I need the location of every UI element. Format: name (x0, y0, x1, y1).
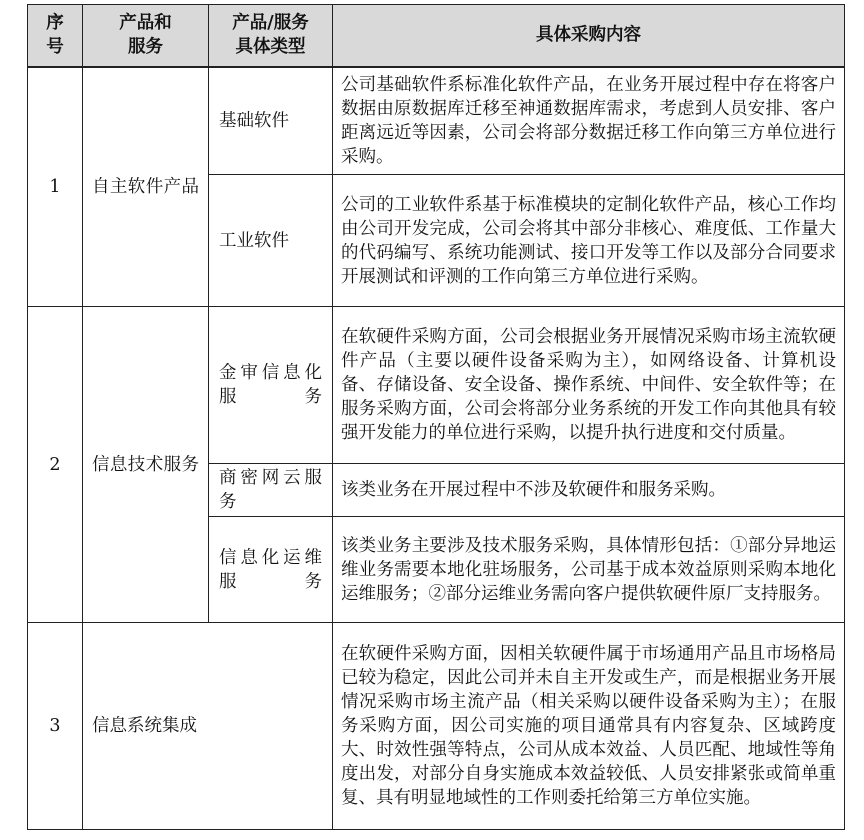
content-cell: 在软硬件采购方面，公司会根据业务开展情况采购市场主流软硬件产品（主要以硬件设备采购为主），如网络设备、计算机设备、存储设备、安全设备、操作系统、中间件、安全软件等；在服务采购方面，公司会将部分业务系统的开发工作向其他具有较强开发能力的单位进行采购，以提升执行进度和交付质量。 (333, 307, 845, 464)
type-cell: 金审信息化服务 (209, 307, 333, 464)
header-product: 产品和 服务 (83, 5, 209, 67)
content-cell: 在软硬件采购方面，因相关软硬件属于市场通用产品且市场格局已较为稳定，因此公司并未自主开发或生产，而是根据业务开展情况采购市场主流产品（相关采购以硬件设备采购为主）；在服务采购方面，因公司实施的项目通常具有内容复杂、区域跨度大、时效性强等特点，公司从成本效益、人员匹配、地域性等角度出发，对部分自身实施成本效益较低、人员安排紧张或简单重复、具有明显地域性的工作则委托给第三方单位实施。 (333, 623, 845, 830)
content-cell: 公司的工业软件系基于标准模块的定制化软件产品，核心工作均由公司开发完成，公司会将其中部分非核心、难度低、工作量大的代码编写、系统功能测试、接口开发等工作以及部分合同要求开展测试和评测的工作向第三方单位进行采购。 (333, 175, 845, 307)
type-cell: 基础软件 (209, 67, 333, 175)
content-cell: 公司基础软件系标准化软件产品，在业务开展过程中存在将客户数据由原数据库迁移至神通数据库需求，考虑到人员安排、客户距离远近等因素，公司会将部分数据迁移工作向第三方单位进行采购。 (333, 67, 845, 175)
table-row (28, 307, 845, 464)
row-number: 1 (28, 67, 83, 307)
header-no: 序 号 (28, 5, 83, 67)
row-number: 3 (28, 623, 83, 830)
product-cell: 信息系统集成 (83, 623, 333, 830)
procurement-table (27, 4, 845, 830)
content-cell: 该类业务在开展过程中不涉及软硬件和服务采购。 (333, 464, 845, 517)
type-cell: 商密网云服务 (209, 464, 333, 517)
header-content: 具体采购内容 (333, 5, 845, 67)
content-cell: 该类业务主要涉及技术服务采购，具体情形包括：①部分异地运维业务需要本地化驻场服务，公司基于成本效益原则采购本地化运维服务；②部分运维业务需向客户提供软硬件原厂支持服务。 (333, 517, 845, 623)
type-cell: 工业软件 (209, 175, 333, 307)
type-cell: 信息化运维服务 (209, 517, 333, 623)
product-cell: 信息技术服务 (83, 307, 209, 623)
table-row (28, 67, 845, 175)
table-row (28, 623, 845, 830)
product-cell: 自主软件产品 (83, 67, 209, 307)
row-number: 2 (28, 307, 83, 623)
table-header-row (28, 5, 845, 67)
header-type: 产品/服务 具体类型 (209, 5, 333, 67)
